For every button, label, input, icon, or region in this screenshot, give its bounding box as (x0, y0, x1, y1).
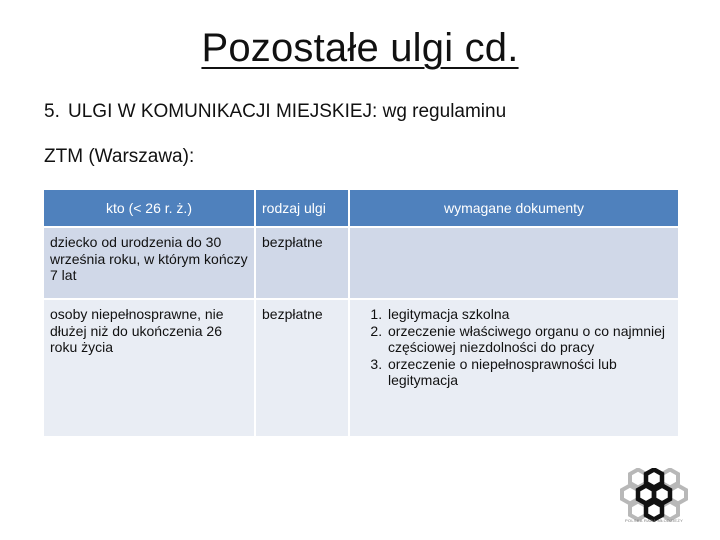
point-text-line1: ULGI W KOMUNIKACJI MIEJSKIEJ: wg regulaminu (68, 101, 507, 122)
point-text-line2: ZTM (Warszawa): (44, 146, 195, 167)
header-documents: wymagane dokumenty (349, 189, 679, 227)
header-who: kto (< 26 r. ż.) (43, 189, 255, 227)
list-item: 1. legitymacja szkolna (386, 306, 672, 323)
cell-documents (349, 227, 679, 299)
table-row (43, 227, 679, 299)
table-header-row (43, 189, 679, 227)
cell-type: bezpłatne (255, 299, 349, 437)
header-type: rodzaj ulgi (255, 189, 349, 227)
documents-list (356, 306, 672, 389)
list-item: 3. orzeczenie o niepełnosprawności lub legitymacja (386, 356, 672, 389)
cell-type: bezpłatne (255, 227, 349, 299)
cell-who: osoby niepełnosprawne, nie dłużej niż do ukończenia 26 roku życia (43, 299, 255, 437)
table-row (43, 299, 679, 437)
point-number: 5. (44, 101, 60, 122)
point-5 (44, 101, 506, 123)
cell-documents (349, 299, 679, 437)
discount-table (42, 188, 680, 438)
list-item: 2. orzeczenie właściwego organu o co najmniej częściowej niezdolności do pracy (386, 323, 672, 356)
cell-who: dziecko od urodzenia do 30 września roku, w którym kończy 7 lat (43, 227, 255, 299)
page-title: Pozostałe ulgi cd. (201, 26, 519, 70)
logo-caption: POLSKA RADA MŁODZIEŻY (624, 518, 684, 523)
